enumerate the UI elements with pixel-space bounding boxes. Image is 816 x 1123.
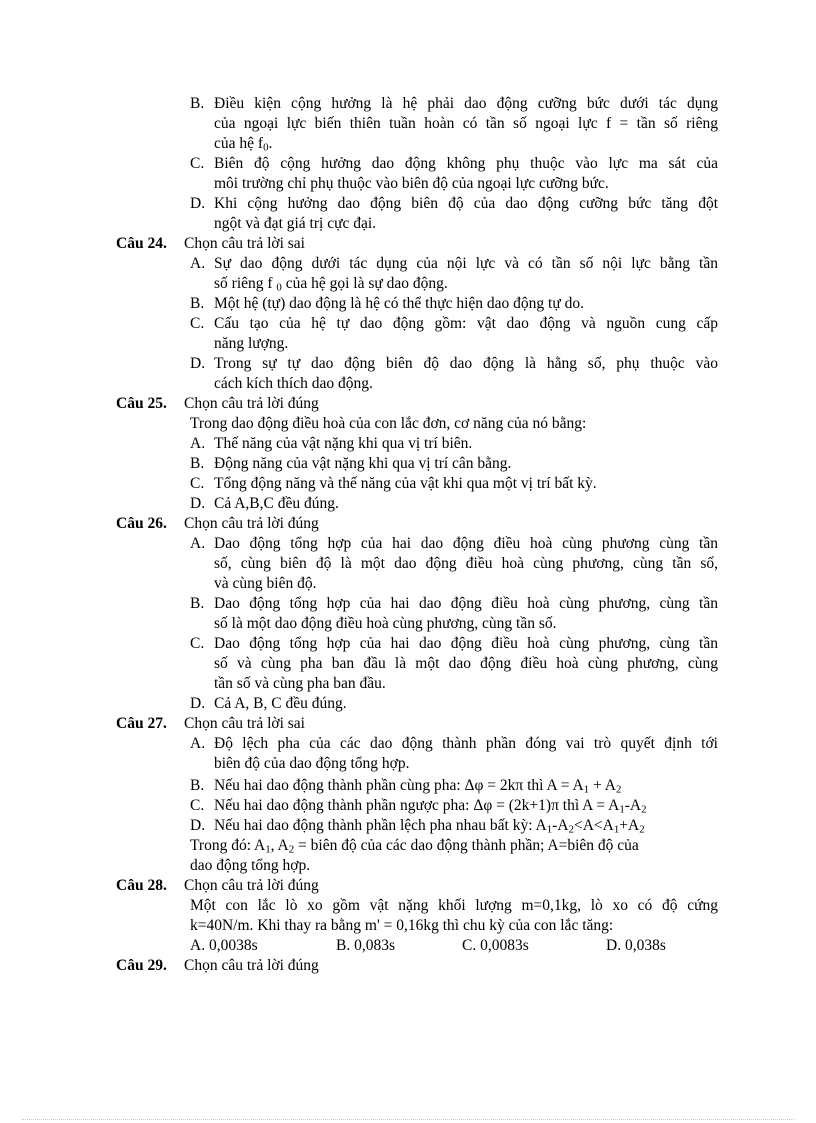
- option-letter: C.: [190, 155, 205, 172]
- option-text: [214, 816, 645, 836]
- question-stem: Một con lắc lò xo gồm vật nặng khối lượng m=0,1kg, lò xo có độ cứng: [190, 897, 718, 914]
- option-text: của ngoại lực biến thiên tuần hoàn có tần số ngoại lực f = tần số riêng: [214, 115, 718, 132]
- question-number: Câu 25.: [116, 395, 167, 412]
- note-text-part: , A: [270, 837, 289, 854]
- subscript: 2: [288, 843, 295, 856]
- option-letter: A.: [190, 435, 206, 452]
- option-text-part: của hệ f: [214, 135, 264, 152]
- option-text: Tổng động năng và thế năng của vật khi qua một vị trí bất kỳ.: [214, 475, 597, 492]
- subscript: 1: [583, 783, 590, 796]
- option-letter: A.: [190, 735, 206, 752]
- option-letter: C.: [190, 475, 205, 492]
- subscript: 2: [641, 803, 647, 816]
- question-prompt: Chọn câu trả lời đúng: [184, 515, 319, 532]
- option-text: [214, 776, 621, 796]
- option-text: và cùng biên độ.: [214, 575, 317, 592]
- question-number: Câu 24.: [116, 235, 167, 252]
- option-text: Động năng của vật nặng khi qua vị trí cân bằng.: [214, 455, 512, 472]
- option-text: Điều kiện cộng hưởng là hệ phải dao động cưỡng bức dưới tác dụng: [214, 95, 718, 112]
- option-text-part: + A: [589, 777, 616, 794]
- subscript: 0: [263, 141, 269, 154]
- option-text: Một hệ (tự) dao động là hệ có thể thực hiện dao động tự do.: [214, 295, 584, 312]
- option-text: [214, 796, 647, 816]
- question-number: Câu 29.: [116, 957, 167, 974]
- option-text-part: của hệ gọi là sự dao động.: [281, 275, 448, 292]
- answer-option-a: A. 0,0038s: [190, 937, 258, 954]
- option-text: biên độ của dao động tổng hợp.: [214, 755, 410, 772]
- option-text-part: .: [268, 135, 273, 152]
- note-text-part: Trong đó: A: [190, 837, 266, 854]
- option-text: ngột và đạt giá trị cực đại.: [214, 215, 377, 232]
- option-letter: D.: [190, 355, 206, 372]
- option-text: Dao động tổng hợp của hai dao động điều hoà cùng phương cùng tần: [214, 535, 718, 552]
- option-text: cách kích thích dao động.: [214, 375, 373, 392]
- option-letter: D.: [190, 817, 206, 834]
- option-text: [214, 134, 272, 154]
- option-text-part: +A: [619, 817, 640, 834]
- option-letter: A.: [190, 535, 206, 552]
- option-letter: C.: [190, 635, 205, 652]
- note-text: [190, 836, 639, 856]
- option-letter: C.: [190, 797, 205, 814]
- option-text-part: <A<A: [573, 817, 614, 834]
- option-text: Trong sự tự dao động biên độ dao động là hằng số, phụ thuộc vào: [214, 355, 718, 372]
- option-text-part: Nếu hai dao động thành phần cùng pha: Δφ = 2kπ thì A = A: [214, 777, 584, 794]
- option-text: số là một dao động điều hoà cùng phương, cùng tần số.: [214, 615, 557, 632]
- question-number: Câu 26.: [116, 515, 167, 532]
- option-text: Dao động tổng hợp của hai dao động điều hoà cùng phương, cùng tần: [214, 635, 718, 652]
- subscript: 0: [276, 281, 282, 294]
- option-text-part: Nếu hai dao động thành phần lệch pha nhau bất kỳ: A: [214, 817, 547, 834]
- option-text: Khi cộng hưởng dao động biên độ của dao động cưỡng bức tăng đột: [214, 195, 718, 212]
- option-letter: D.: [190, 695, 206, 712]
- subscript: 1: [613, 823, 620, 836]
- subscript: 2: [615, 783, 622, 796]
- question-prompt: Chọn câu trả lời sai: [184, 715, 305, 732]
- option-text: số, cùng biên độ là một dao động điều hoà cùng phương, cùng tần số,: [214, 555, 718, 572]
- option-text: Thế năng của vật nặng khi qua vị trí biên.: [214, 435, 473, 452]
- option-text-part: -A: [624, 797, 642, 814]
- option-text: Cả A,B,C đều đúng.: [214, 495, 339, 512]
- option-letter: B.: [190, 595, 205, 612]
- option-text: số và cùng pha ban đầu là một dao động điều hoà cùng phương, cùng: [214, 655, 718, 672]
- option-text: Dao động tổng hợp của hai dao động điều hoà cùng phương, cùng tần: [214, 595, 718, 612]
- subscript: 2: [639, 823, 645, 836]
- option-text: môi trường chỉ phụ thuộc vào biên độ của ngoại lực cưỡng bức.: [214, 175, 609, 192]
- subscript: 1: [546, 823, 553, 836]
- option-letter: B.: [190, 777, 205, 794]
- option-text: Cấu tạo của hệ tự dao động gồm: vật dao động và nguồn cung cấp: [214, 315, 718, 332]
- question-prompt: Chọn câu trả lời đúng: [184, 957, 319, 974]
- option-letter: A.: [190, 255, 206, 272]
- question-number: Câu 28.: [116, 877, 167, 894]
- question-stem: Trong dao động điều hoà của con lắc đơn, cơ năng của nó bằng:: [190, 415, 587, 432]
- option-text-part: số riêng f: [214, 275, 273, 292]
- option-text-part: -A: [552, 817, 569, 834]
- option-text: Sự dao động dưới tác dụng của nội lực và có tần số nội lực bằng tần: [214, 255, 718, 272]
- option-text: [214, 274, 448, 294]
- option-text: Độ lệch pha của các dao động thành phần đóng vai trò quyết định tới: [214, 735, 718, 752]
- question-prompt: Chọn câu trả lời sai: [184, 235, 305, 252]
- option-text: Cả A, B, C đều đúng.: [214, 695, 347, 712]
- option-letter: C.: [190, 315, 205, 332]
- note-text: dao động tổng hợp.: [190, 857, 311, 874]
- answer-option-d: D. 0,038s: [606, 937, 666, 954]
- subscript: 2: [568, 823, 574, 836]
- option-text: tần số và cùng pha ban đầu.: [214, 675, 386, 692]
- option-text: Biên độ cộng hưởng dao động không phụ thuộc vào lực ma sát của: [214, 155, 718, 172]
- question-prompt: Chọn câu trả lời đúng: [184, 877, 319, 894]
- answer-option-c: C. 0,0083s: [462, 937, 529, 954]
- subscript: 1: [265, 843, 271, 856]
- option-letter: D.: [190, 495, 206, 512]
- question-prompt: Chọn câu trả lời đúng: [184, 395, 319, 412]
- question-number: Câu 27.: [116, 715, 167, 732]
- option-text-part: Nếu hai dao động thành phần ngược pha: Δφ = (2k+1)π thì A = A: [214, 797, 620, 814]
- option-letter: D.: [190, 195, 206, 212]
- option-letter: B.: [190, 455, 205, 472]
- page-bottom-divider: [22, 1119, 794, 1120]
- option-letter: B.: [190, 95, 205, 112]
- subscript: 1: [619, 803, 625, 816]
- option-letter: B.: [190, 295, 205, 312]
- question-stem: k=40N/m. Khi thay ra bằng m' = 0,16kg thì chu kỳ của con lắc tăng:: [190, 917, 614, 934]
- answer-option-b: B. 0,083s: [336, 937, 395, 954]
- option-text: năng lượng.: [214, 335, 289, 352]
- note-text-part: = biên độ của các dao động thành phần; A=biên độ của: [294, 837, 639, 854]
